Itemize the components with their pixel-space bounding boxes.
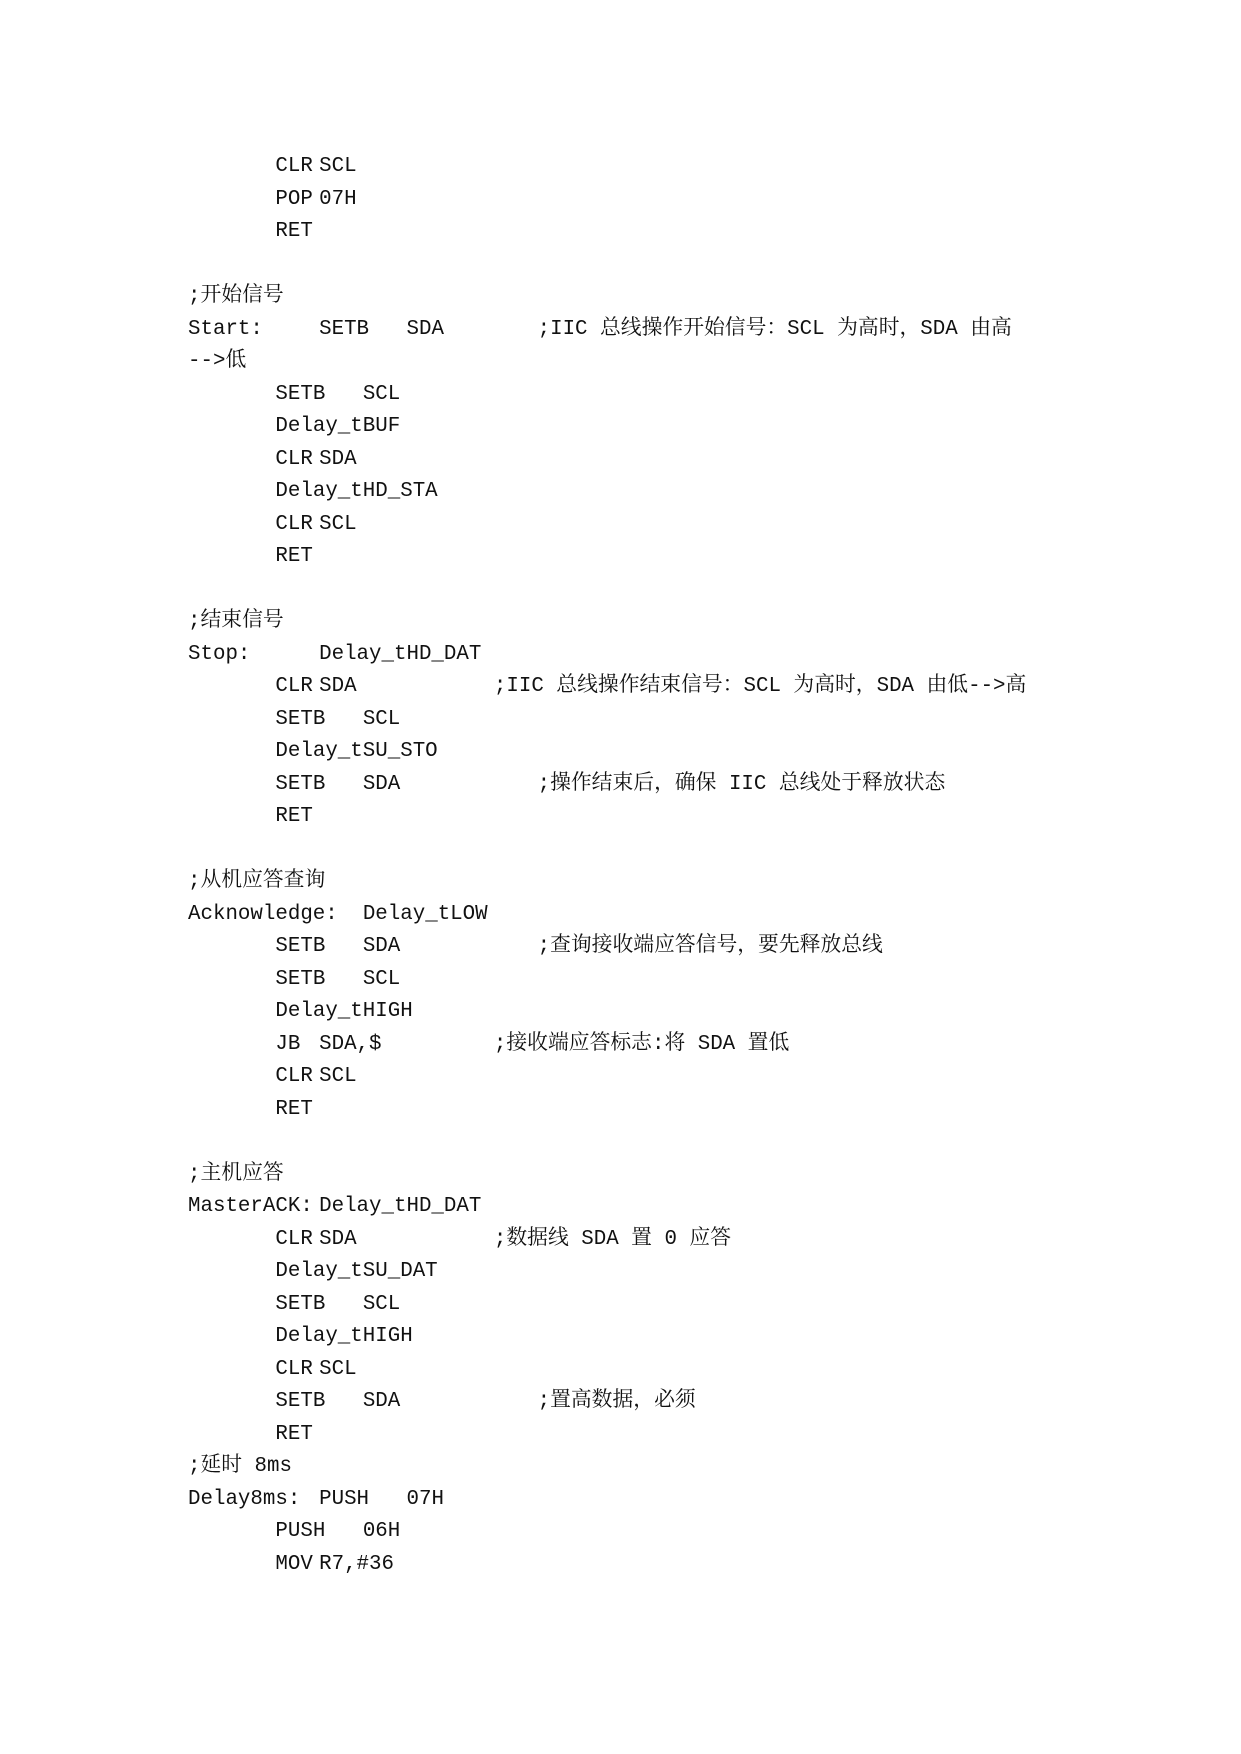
code-line: CLR SCL [188,1065,357,1088]
code-line: RET [188,220,313,243]
comment-line: ;延时 8ms [188,1455,292,1478]
code-block [188,1159,1188,1582]
assembly-code-listing [188,151,1188,1581]
code-line: RET [188,805,313,828]
code-line: RET [188,1097,313,1121]
code-line: MasterACK: Delay_tHD_DAT [188,1195,482,1218]
code-line: Delay_tSU_STO [188,740,438,763]
comment-line: ;从机应答查询 [188,870,326,893]
code-line: RET [188,1422,313,1446]
code-line: SETB SDA ;置高数据，必须 [188,1390,696,1413]
code-line: SETB SCL [188,707,401,731]
code-line: SETB SDA ;操作结束后，确保 IIC 总线处于释放状态 [188,772,946,796]
code-line: SETB SCL [188,1292,401,1316]
code-line: CLR SCL [188,512,357,536]
code-line: -->低 [188,350,247,373]
code-line: Stop: Delay_tHD_DAT [188,642,482,666]
code-line: CLR SCL [188,155,357,178]
code-line: SETB SDA ;查询接收端应答信号，要先释放总线 [188,935,883,958]
comment-line: ;结束信号 [188,610,284,633]
code-block [188,606,1188,834]
code-line: PUSH 06H [188,1520,401,1543]
code-line: RET [188,545,313,568]
code-line: SETB SCL [188,967,401,991]
code-line: CLR SDA [188,447,357,471]
code-block [188,151,1188,249]
comment-line: ;主机应答 [188,1162,284,1186]
code-block [188,866,1188,1126]
code-line: CLR SDA ;IIC 总线操作结束信号：SCL 为高时，SDA 由低-->高 [188,675,1027,698]
code-line: Delay_tBUF [188,415,401,438]
code-line: Start: SETB SDA ;IIC 总线操作开始信号：SCL 为高时，SDA 由高 [188,317,1012,341]
comment-line: ;开始信号 [188,285,284,308]
code-line: CLR SDA ;数据线 SDA 置 0 应答 [188,1227,732,1251]
code-line: Delay_tHIGH [188,1325,413,1348]
code-line: JB SDA,$ ;接收端应答标志:将 SDA 置低 [188,1032,790,1056]
code-line: Acknowledge: Delay_tLOW [188,902,488,926]
code-block [188,281,1188,574]
code-line: SETB SCL [188,382,401,406]
code-line: POP 07H [188,187,357,211]
code-line: Delay_tHIGH [188,1000,413,1023]
code-line: Delay_tSU_DAT [188,1260,438,1283]
code-line: Delay_tHD_STA [188,480,438,503]
code-line: Delay8ms: PUSH 07H [188,1487,444,1511]
code-line: CLR SCL [188,1357,357,1381]
code-line: MOV R7,#36 [188,1552,394,1576]
